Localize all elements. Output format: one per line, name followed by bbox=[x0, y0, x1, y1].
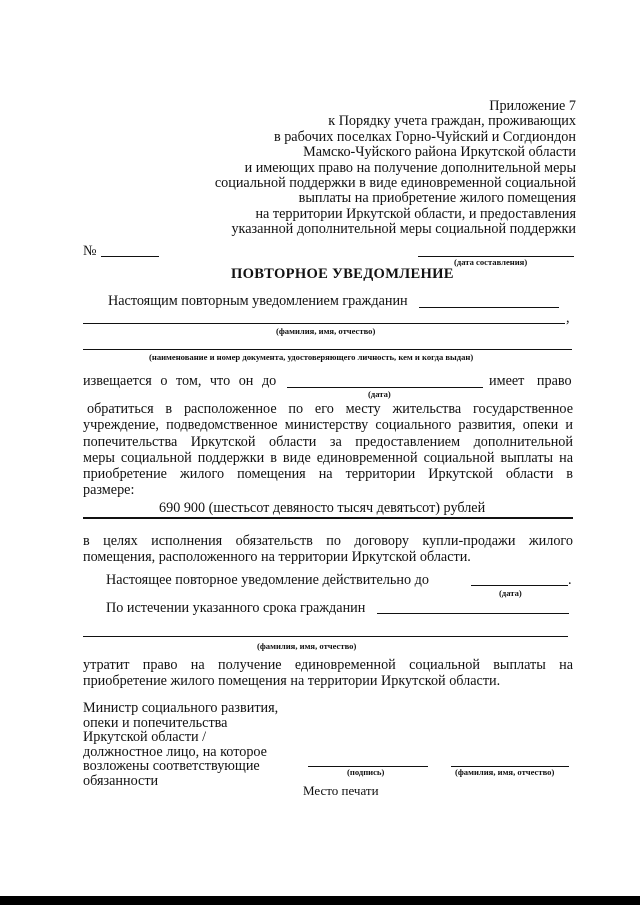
stamp-place: Место печати bbox=[303, 783, 379, 798]
fio-caption-3: (фамилия, имя, отчество) bbox=[455, 767, 555, 777]
body-line: обратиться в расположенное по его месту жительства государственное bbox=[87, 401, 573, 417]
period-dot: . bbox=[568, 572, 572, 588]
date-caption-3: (дата) bbox=[499, 588, 522, 598]
body-line: размере: bbox=[83, 482, 135, 499]
signer-line: Министр социального развития, bbox=[83, 700, 279, 716]
citizen-fio-field-2[interactable] bbox=[83, 636, 568, 637]
appendix-header bbox=[156, 99, 576, 238]
header-line: Приложение 7 bbox=[489, 98, 576, 114]
header-line: в рабочих поселках Горно-Чуйский и Согдиондон bbox=[273, 128, 576, 145]
notified-end-text: имеет право bbox=[489, 373, 572, 389]
date-caption: (дата составления) bbox=[454, 257, 528, 267]
header-line: выплаты на приобретение жилого помещения bbox=[298, 190, 576, 207]
purpose-paragraph bbox=[83, 533, 573, 566]
header-line: указанной дополнительной меры социальной поддержки bbox=[231, 221, 576, 238]
number-field[interactable] bbox=[101, 256, 159, 257]
header-line: социальной поддержки в виде единовременной социальной bbox=[214, 175, 576, 192]
header-line: и имеющих право на получение дополнительной меры bbox=[244, 159, 576, 176]
loses-line: утратит право на получение единовременной социальной выплаты на bbox=[83, 657, 573, 673]
scan-border bbox=[0, 896, 640, 905]
header-line: Мамско-Чуйского района Иркутской области bbox=[303, 144, 576, 161]
date-caption-2: (дата) bbox=[368, 389, 391, 399]
signer-line: опеки и попечительства bbox=[83, 714, 228, 731]
loses-right-paragraph bbox=[83, 657, 573, 690]
fio-caption: (фамилия, имя, отчество) bbox=[276, 326, 376, 336]
fio-caption-2: (фамилия, имя, отчество) bbox=[257, 641, 357, 651]
signer-line: возложены соответствующие bbox=[83, 758, 260, 775]
intro-text: Настоящим повторным уведомлением гражданин bbox=[108, 293, 408, 309]
document-title: ПОВТОРНОЕ УВЕДОМЛЕНИЕ bbox=[231, 266, 454, 282]
body-line: меры социальной поддержки в виде единовременной социальной выплаты на bbox=[83, 449, 573, 466]
valid-until-text: Настоящее повторное уведомление действительно до bbox=[106, 572, 429, 588]
number-label: № bbox=[83, 243, 97, 259]
signer-line: должностное лицо, на которое bbox=[83, 743, 267, 760]
comma: , bbox=[566, 310, 570, 326]
loses-line: приобретение жилого помещения на территории Иркутской области. bbox=[83, 673, 501, 690]
after-term-name-field[interactable] bbox=[377, 613, 569, 614]
purpose-line: помещения, расположенного на территории Иркутской области. bbox=[83, 549, 471, 566]
signer-line: обязанности bbox=[83, 772, 159, 789]
body-line: попечительства Иркутской области за предоставлением дополнительной bbox=[83, 433, 573, 450]
body-paragraph bbox=[83, 401, 573, 499]
signature-caption: (подпись) bbox=[347, 767, 385, 777]
citizen-fio-field[interactable] bbox=[83, 323, 565, 324]
citizen-name-field[interactable] bbox=[419, 307, 559, 308]
valid-until-date-field[interactable] bbox=[471, 585, 568, 586]
header-line: на территории Иркутской области, и предоставления bbox=[255, 205, 576, 222]
document-caption: (наименование и номер документа, удостоверяющего личность, кем и когда выдан) bbox=[149, 352, 474, 362]
after-term-text: По истечении указанного срока гражданин bbox=[106, 600, 366, 616]
signer-line: Иркутской области / bbox=[83, 729, 207, 746]
deadline-date-field[interactable] bbox=[287, 387, 483, 388]
identity-document-field[interactable] bbox=[83, 349, 572, 350]
purpose-line: в целях исполнения обязательств по договору купли-продажи жилого bbox=[83, 533, 573, 549]
signer-block bbox=[83, 701, 278, 789]
notified-text: извещается о том, что он до bbox=[83, 373, 277, 389]
body-line: приобретение жилого помещения на территории Иркутской области в bbox=[83, 466, 573, 483]
payment-amount: 690 900 (шестьсот девяносто тысяч девятьсот) рублей bbox=[159, 500, 486, 516]
body-line: учреждение, подведомственное министерству социального развития, опеки и bbox=[83, 417, 573, 434]
header-line: к Порядку учета граждан, проживающих bbox=[328, 113, 576, 130]
amount-underline bbox=[83, 517, 573, 519]
